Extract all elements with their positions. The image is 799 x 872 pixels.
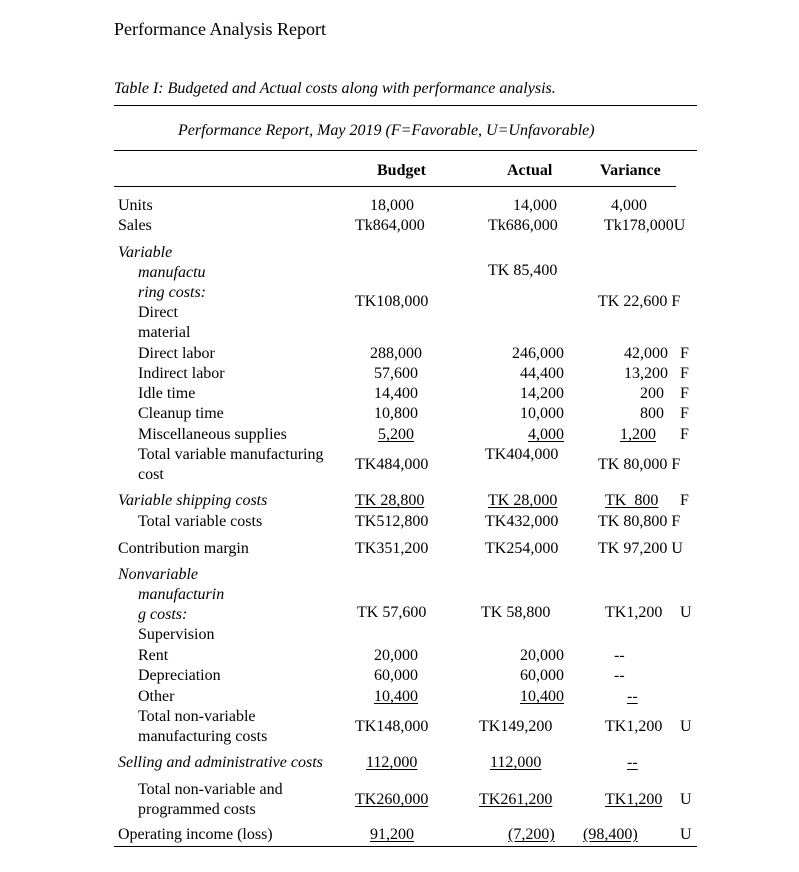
selling-admin-budget: 112,000: [366, 754, 418, 771]
units-label: Units: [118, 197, 153, 214]
total-var-label: Total variable costs: [138, 513, 263, 530]
nonvar-mfg-label-1: Nonvariable: [118, 566, 198, 583]
rent-variance: --: [614, 647, 625, 664]
var-shipping-label: Variable shipping costs: [118, 492, 268, 509]
var-shipping-actual: TK 28,000: [488, 492, 558, 509]
total-var-mfg-budget: TK484,000: [355, 456, 429, 473]
direct-material-label-2: material: [138, 324, 191, 341]
bottom-divider: [114, 846, 697, 847]
contribution-variance: TK 97,200 U: [598, 540, 683, 557]
total-nonvar-flag: U: [680, 718, 692, 735]
cleanup-time-label: Cleanup time: [138, 405, 224, 422]
var-shipping-budget: TK 28,800: [355, 492, 425, 509]
header-variance: Variance: [600, 162, 661, 179]
direct-labor-label: Direct labor: [138, 345, 215, 362]
supervision-actual: TK 58,800: [481, 604, 551, 621]
other-budget: 10,400: [374, 688, 418, 705]
indirect-labor-label: Indirect labor: [138, 365, 225, 382]
direct-material-budget: TK108,000: [355, 293, 429, 310]
operating-income-actual: (7,200): [508, 826, 555, 843]
contribution-actual: TK254,000: [485, 540, 559, 557]
supervision-flag: U: [680, 604, 692, 621]
operating-income-label: Operating income (loss): [118, 826, 273, 843]
sales-actual: Tk686,000: [488, 217, 558, 234]
units-actual: 14,000: [513, 197, 557, 214]
direct-material-label-1: Direct: [138, 304, 178, 321]
direct-labor-actual: 246,000: [512, 345, 564, 362]
misc-supplies-variance: 1,200: [620, 426, 656, 443]
var-shipping-variance: TK 800: [605, 492, 659, 509]
rent-budget: 20,000: [374, 647, 418, 664]
total-var-mfg-label-2: cost: [138, 466, 164, 483]
indirect-labor-actual: 44,400: [520, 365, 564, 382]
subtitle-divider: [114, 150, 697, 151]
var-mfg-label-1: Variable: [118, 244, 173, 261]
total-nonvar-prog-label-1: Total non-variable and: [138, 781, 283, 798]
rent-actual: 20,000: [520, 647, 564, 664]
supervision-budget: TK 57,600: [357, 604, 427, 621]
contribution-budget: TK351,200: [355, 540, 429, 557]
depreciation-budget: 60,000: [374, 667, 418, 684]
depreciation-label: Depreciation: [138, 667, 221, 684]
total-nonvar-prog-variance: TK1,200: [605, 791, 663, 808]
cleanup-time-variance: 800: [640, 405, 664, 422]
selling-admin-variance: --: [627, 754, 638, 771]
misc-supplies-actual: 4,000: [528, 426, 564, 443]
total-nonvar-prog-actual: TK261,200: [479, 791, 553, 808]
idle-time-flag: F: [680, 385, 689, 402]
direct-labor-flag: F: [680, 345, 689, 362]
misc-supplies-flag: F: [680, 426, 689, 443]
nonvar-mfg-label-2: manufacturin: [138, 586, 225, 603]
other-variance: --: [627, 688, 638, 705]
idle-time-budget: 14,400: [374, 385, 418, 402]
report-subtitle: Performance Report, May 2019 (F=Favorable, U=Unfavorable): [178, 122, 595, 139]
total-nonvar-prog-budget: TK260,000: [355, 791, 429, 808]
sales-label: Sales: [118, 217, 152, 234]
units-variance: 4,000: [611, 197, 647, 214]
supervision-label: Supervision: [138, 626, 215, 643]
other-label: Other: [138, 688, 175, 705]
rent-label: Rent: [138, 647, 169, 664]
total-nonvar-actual: TK149,200: [479, 718, 553, 735]
cleanup-time-actual: 10,000: [520, 405, 564, 422]
total-var-variance: TK 80,800 F: [598, 513, 681, 530]
indirect-labor-variance: 13,200: [624, 365, 668, 382]
table-caption: Table I: Budgeted and Actual costs along with performance analysis.: [114, 80, 556, 97]
nonvar-mfg-label-3: g costs:: [138, 606, 188, 623]
cleanup-time-flag: F: [680, 405, 689, 422]
depreciation-actual: 60,000: [520, 667, 564, 684]
total-var-actual: TK432,000: [485, 513, 559, 530]
idle-time-actual: 14,200: [520, 385, 564, 402]
var-mfg-label-3: ring costs:: [138, 284, 206, 301]
total-nonvar-label-2: manufacturing costs: [138, 728, 268, 745]
report-title: Performance Analysis Report: [114, 19, 326, 39]
cleanup-time-budget: 10,800: [374, 405, 418, 422]
contribution-label: Contribution margin: [118, 540, 249, 557]
idle-time-label: Idle time: [138, 385, 196, 402]
header-budget: Budget: [377, 162, 426, 179]
misc-supplies-budget: 5,200: [378, 426, 414, 443]
operating-income-flag: U: [680, 826, 692, 843]
direct-labor-budget: 288,000: [370, 345, 422, 362]
total-nonvar-variance: TK1,200: [605, 718, 663, 735]
total-nonvar-prog-label-2: programmed costs: [138, 801, 256, 818]
indirect-labor-flag: F: [680, 365, 689, 382]
other-actual: 10,400: [520, 688, 564, 705]
total-nonvar-prog-flag: U: [680, 791, 692, 808]
operating-income-variance: (98,400): [583, 826, 638, 843]
selling-admin-label: Selling and administrative costs: [118, 754, 323, 771]
idle-time-variance: 200: [640, 385, 664, 402]
depreciation-variance: --: [614, 667, 625, 684]
operating-income-budget: 91,200: [370, 826, 414, 843]
direct-labor-variance: 42,000: [624, 345, 668, 362]
total-var-mfg-variance: TK 80,000 F: [598, 456, 681, 473]
misc-supplies-label: Miscellaneous supplies: [138, 426, 287, 443]
direct-material-actual: TK 85,400: [488, 262, 558, 279]
direct-material-variance: TK 22,600 F: [598, 293, 681, 310]
units-budget: 18,000: [370, 197, 414, 214]
header-actual: Actual: [507, 162, 553, 179]
sales-variance: Tk178,000U: [604, 217, 686, 234]
total-nonvar-label-1: Total non-variable: [138, 708, 256, 725]
caption-divider: [114, 105, 697, 106]
total-nonvar-budget: TK148,000: [355, 718, 429, 735]
var-mfg-label-2: manufactu: [138, 264, 206, 281]
total-var-mfg-actual: TK404,000: [485, 446, 559, 463]
total-var-mfg-label-1: Total variable manufacturing: [138, 446, 324, 463]
selling-admin-actual: 112,000: [490, 754, 542, 771]
var-shipping-flag: F: [680, 492, 689, 509]
supervision-variance: TK1,200: [605, 604, 663, 621]
indirect-labor-budget: 57,600: [374, 365, 418, 382]
sales-budget: Tk864,000: [355, 217, 425, 234]
total-var-budget: TK512,800: [355, 513, 429, 530]
header-divider: [114, 186, 676, 187]
